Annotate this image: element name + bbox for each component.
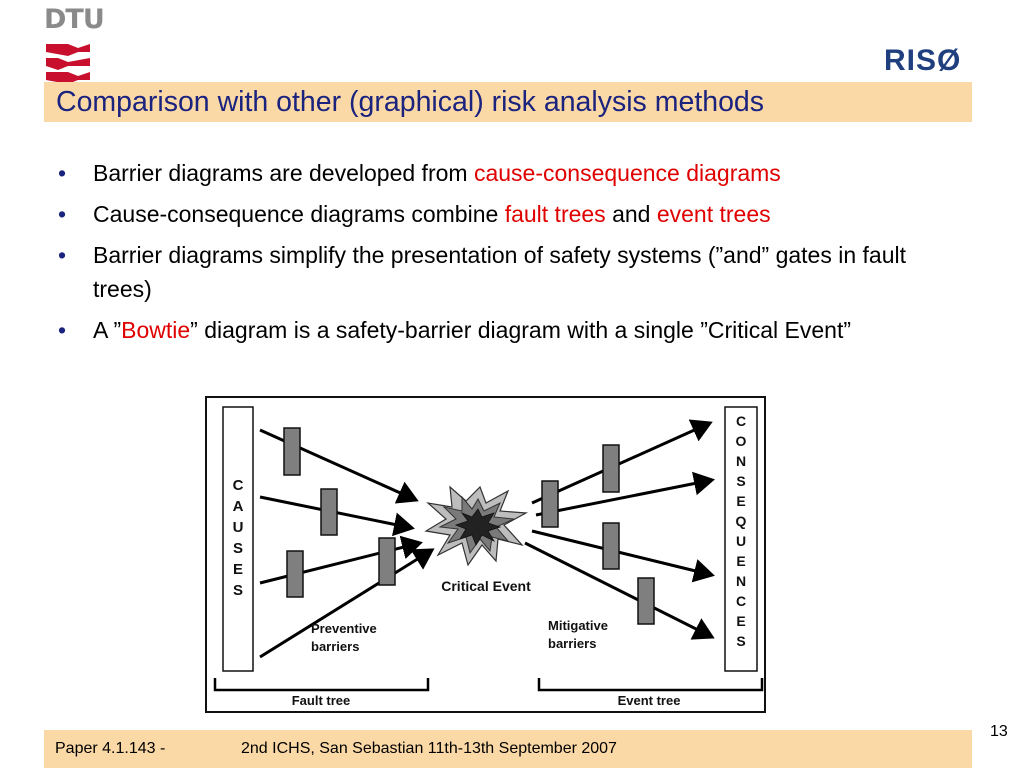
mitigative-barrier — [603, 523, 619, 569]
mitigative-label-line1: Mitigative — [548, 618, 608, 633]
page-number: 13 — [990, 723, 1008, 740]
fault-tree-label: Fault tree — [291, 693, 351, 708]
consequences-letter: E — [736, 493, 746, 509]
bullet-highlight: cause-consequence diagrams — [473, 160, 781, 186]
causes-letter: U — [232, 519, 244, 536]
consequences-letter: S — [736, 633, 746, 649]
bullet-text: A ” — [93, 317, 122, 343]
riso-logo: RISØ — [884, 44, 962, 77]
slide-title: Comparison with other (graphical) risk analysis methods — [56, 86, 765, 118]
bullet-dot: • — [58, 201, 67, 227]
dtu-logo-text: DTU — [44, 4, 104, 35]
mitigative-barrier — [603, 445, 619, 492]
mitigative-barrier — [542, 481, 558, 527]
preventive-barrier — [379, 538, 395, 585]
consequences-letter: E — [736, 613, 746, 629]
consequences-letter: O — [735, 433, 747, 449]
consequences-letter: C — [735, 593, 747, 609]
bullet-dot: • — [58, 317, 67, 343]
causes-letter: C — [232, 477, 244, 494]
consequences-letter: N — [735, 453, 747, 469]
bullet-text: Barrier diagrams simplify the presentation of safety systems (”and” gates in fault trees) — [93, 242, 907, 302]
bullet-dot: • — [58, 160, 67, 186]
preventive-barrier — [284, 428, 300, 475]
consequences-letter: N — [735, 573, 747, 589]
consequences-letter: E — [736, 553, 746, 569]
bullet-item — [58, 238, 958, 306]
causes-letter: A — [232, 498, 244, 515]
consequences-letter: U — [735, 533, 747, 549]
footer-bar — [44, 730, 972, 768]
mitigative-barrier — [638, 578, 654, 624]
bullet-dot: • — [58, 242, 67, 268]
causes-box — [223, 407, 253, 671]
causes-letter: E — [232, 561, 244, 578]
bullet-highlight: fault trees — [504, 201, 606, 227]
bullet-text: Cause-consequence diagrams combine — [93, 201, 505, 227]
bullet-item — [58, 313, 958, 347]
consequences-letter: Q — [735, 513, 747, 529]
dtu-logo — [44, 4, 104, 78]
preventive-label-line2: barriers — [311, 639, 360, 654]
preventive-label-line1: Preventive — [311, 621, 377, 636]
preventive-barrier — [287, 551, 303, 597]
bullet-text: and — [605, 201, 657, 227]
bullet-highlight: event trees — [656, 201, 771, 227]
bullet-text: ” diagram is a safety-barrier diagram with a single ”Critical Event” — [190, 317, 852, 343]
bowtie-diagram — [180, 385, 785, 728]
bowtie-diagram-svg — [180, 385, 785, 728]
critical-event-label: Critical Event — [441, 578, 531, 594]
preventive-barrier — [321, 489, 337, 535]
bullet-highlight: Bowtie — [121, 317, 191, 343]
title-bar — [44, 82, 972, 122]
dtu-logo-mark — [44, 42, 92, 82]
event-tree-label: Event tree — [617, 693, 681, 708]
footer-conference: 2nd ICHS, San Sebastian 11th-13th September 2007 — [241, 740, 617, 757]
bullet-list — [58, 156, 958, 354]
causes-letter: S — [232, 582, 244, 599]
consequences-letter: S — [736, 473, 746, 489]
bullet-text: Barrier diagrams are developed from — [93, 160, 474, 186]
bullet-item — [58, 197, 958, 231]
causes-letter: S — [232, 540, 244, 557]
footer-paper: Paper 4.1.143 - — [55, 740, 166, 757]
bullet-item — [58, 156, 958, 190]
consequences-letter: C — [735, 413, 747, 429]
mitigative-label-line2: barriers — [548, 636, 597, 651]
